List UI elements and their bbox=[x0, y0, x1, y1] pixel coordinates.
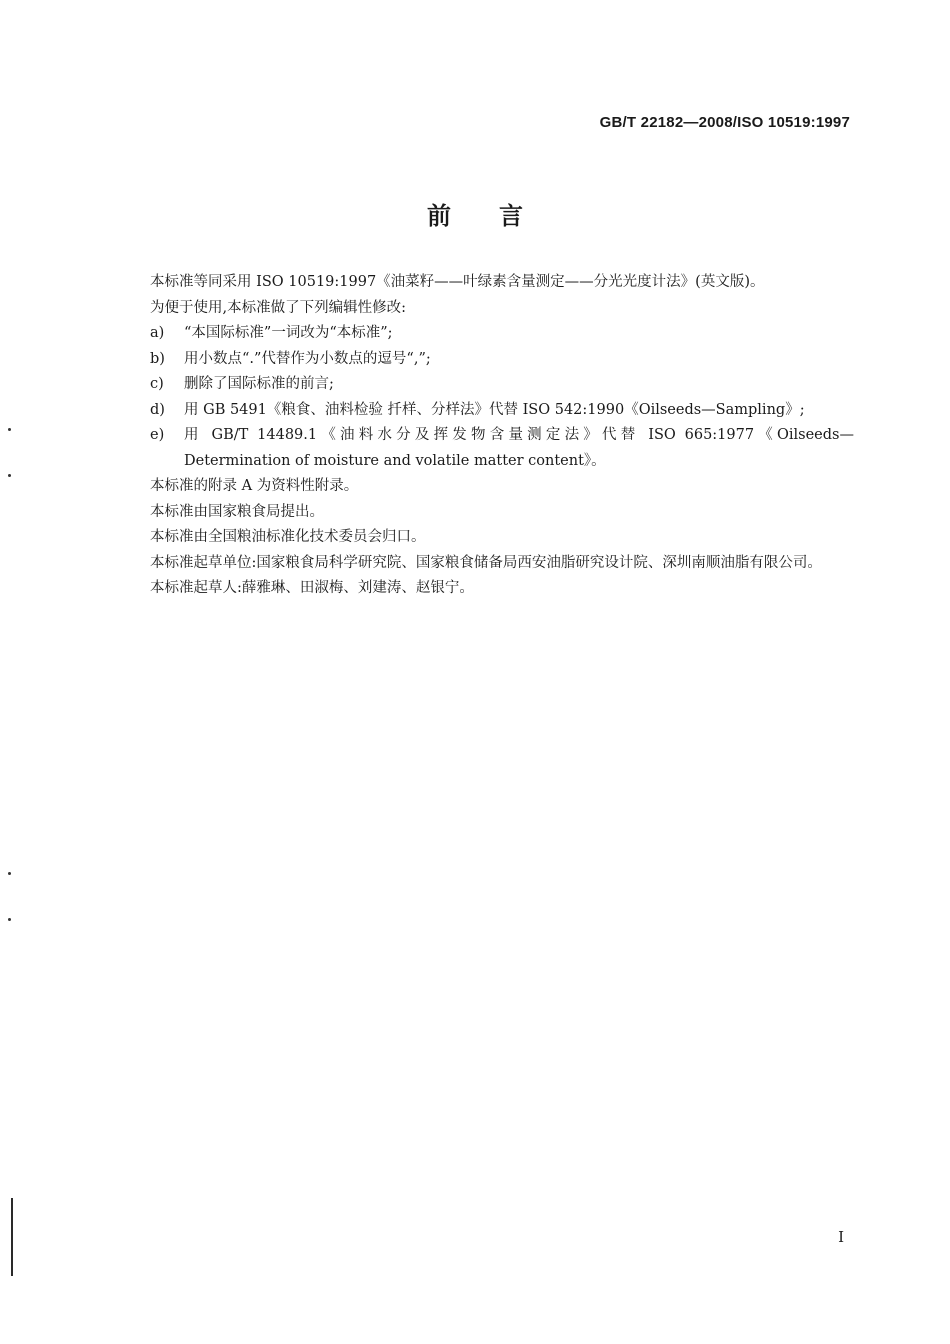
list-item-b bbox=[118, 347, 854, 373]
list-item-text: 用 GB/T 14489.1《油料水分及挥发物含量测定法》代替 ISO 665:1977《Oilseeds—Determination of moisture and volatile matter content》。 bbox=[184, 427, 854, 469]
list-item-text: 用小数点“.”代替作为小数点的逗号“,”; bbox=[184, 350, 431, 367]
paragraph-modifications-intro: 为便于使用,本标准做了下列编辑性修改: bbox=[150, 299, 406, 316]
foreword-body bbox=[118, 270, 854, 602]
list-item-label: b) bbox=[150, 350, 165, 367]
paragraph-adoption: 本标准等同采用 ISO 10519:1997《油菜籽——叶绿素含量测定——分光光度计法》(英文版)。 bbox=[150, 274, 765, 290]
standard-code-header: GB/T 22182—2008/ISO 10519:1997 bbox=[599, 114, 850, 131]
scan-artifact-line bbox=[11, 1198, 13, 1276]
list-item-a bbox=[118, 321, 854, 347]
paragraph-annex: 本标准的附录 A 为资料性附录。 bbox=[150, 478, 359, 494]
paragraph-drafting-units: 本标准起草单位:国家粮食局科学研究院、国家粮食储备局西安油脂研究设计院、深圳南顺油脂有限公司。 bbox=[150, 554, 822, 571]
list-item-text: 删除了国际标准的前言; bbox=[184, 376, 334, 392]
list-item-label: d) bbox=[150, 401, 165, 418]
list-item-text: 用 GB 5491《粮食、油料检验 扦样、分样法》代替 ISO 542:1990《Oilseeds—Sampling》; bbox=[184, 401, 805, 418]
list-item-text: “本国际标准”一词改为“本标准”; bbox=[184, 325, 393, 341]
list-item-e bbox=[118, 423, 854, 474]
scan-artifact-dot bbox=[8, 474, 11, 477]
list-item-d bbox=[118, 398, 854, 424]
paragraph-committee: 本标准由全国粮油标准化技术委员会归口。 bbox=[150, 529, 426, 545]
paragraph-drafters: 本标准起草人:薛雅琳、田淑梅、刘建涛、赵银宁。 bbox=[150, 580, 474, 596]
page-number: I bbox=[838, 1228, 844, 1246]
page-title: 前言 bbox=[427, 202, 571, 230]
paragraph-proposer: 本标准由国家粮食局提出。 bbox=[150, 503, 324, 520]
scan-artifact-dot bbox=[8, 428, 11, 431]
list-item-label: a) bbox=[150, 325, 165, 341]
list-item-c bbox=[118, 372, 854, 398]
list-item-label: e) bbox=[150, 427, 165, 443]
list-item-label: c) bbox=[150, 376, 164, 392]
scan-artifact-dot bbox=[8, 918, 11, 921]
scan-artifact-dot bbox=[8, 872, 11, 875]
